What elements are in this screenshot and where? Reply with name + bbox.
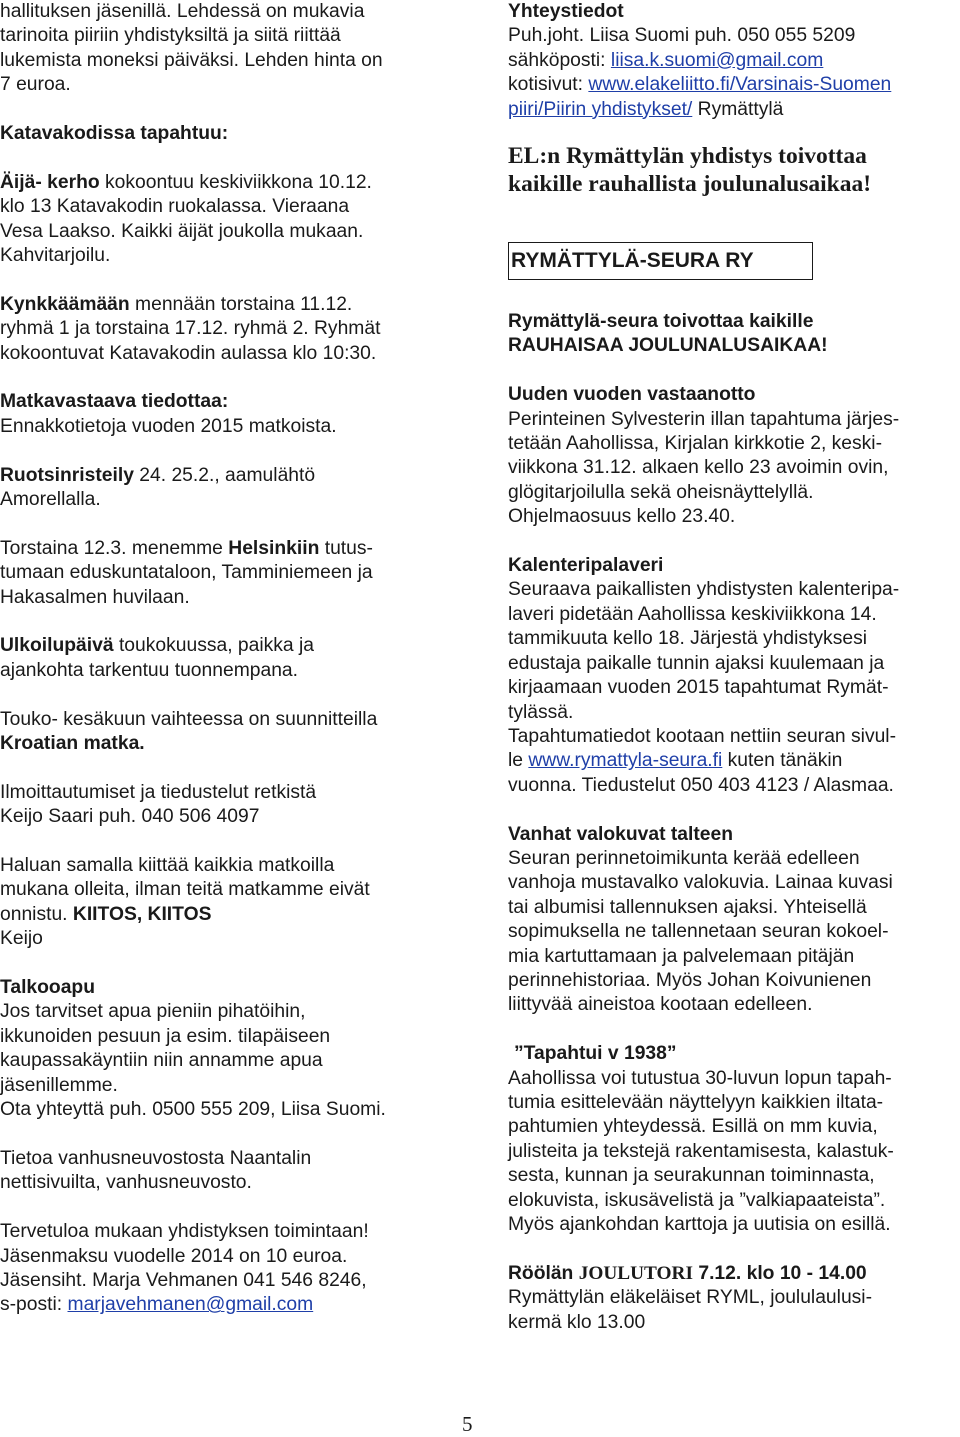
right-column — [508, 0, 958, 1335]
website-link-cont[interactable]: piiri/Piirin yhdistykset/ — [508, 98, 693, 120]
katavakoti-heading: Katavakodissa tapahtuu: — [0, 123, 229, 145]
photos-paragraph — [508, 823, 958, 1018]
kroatia-paragraph — [0, 708, 470, 757]
text-line: Ota yhteyttä puh. 0500 555 209, Liisa Suomi. — [0, 1099, 386, 1121]
text-line: mia kartuttamaan ja palvelemaan pitäjän — [508, 945, 855, 967]
kynkkaamaan-title: Kynkkäämään — [0, 293, 130, 315]
text-run: Röölän — [508, 1262, 579, 1284]
text-line: laveri pidetään Aahollissa keskiviikkona 14. — [508, 603, 877, 625]
text-run: 7.12. klo 10 - 14.00 — [693, 1262, 867, 1284]
signature-text: Keijo — [0, 928, 43, 950]
text-line: Seuraava paikallisten yhdistysten kalenteripa- — [508, 579, 900, 601]
text-line: Hakasalmen huvilaan. — [0, 586, 190, 608]
text-line: Haluan samalla kiittää kaikkia matkoilla — [0, 855, 335, 877]
text-line: nettisivuilta, vanhusneuvosto. — [0, 1172, 252, 1194]
text-line: vuonna. Tiedustelut 050 403 4123 / Alasmaa. — [508, 774, 894, 796]
text-line: ajankohta tarkentuu tuonnempana. — [0, 659, 299, 681]
contact-heading: Yhteystiedot — [508, 1, 624, 22]
aijakerho-title: Äijä- kerho — [0, 171, 100, 193]
text-line: kirjaamaan vuoden 2015 tapahtumat Rymät- — [508, 677, 889, 699]
text-line: edustaja paikalle tunnin ajaksi kuulemaan ja — [508, 652, 885, 674]
website-link[interactable]: www.elakeliitto.fi/Varsinais-Suomen — [588, 74, 892, 96]
text-line: elokuvista, iskusävelistä ja ”valkiapaateista”. — [508, 1189, 886, 1211]
text-line: Ohjelmaosuus kello 23.40. — [508, 506, 736, 528]
text-run: kokoontuu keskiviikkona 10.12. — [99, 171, 372, 193]
seura-title-box: RYMÄTTYLÄ-SEURA RY — [508, 242, 813, 280]
text-line: ryhmä 1 ja torstaina 17.12. ryhmä 2. Ryhmät — [0, 318, 381, 340]
text-line: Jäsenmaksu vuodelle 2014 on 10 euroa. — [0, 1245, 348, 1267]
text-line: julisteita ja tekstejä rakentamisesta, kalastuk- — [508, 1140, 894, 1162]
text-line: hallituksen jäsenillä. Lehdessä on mukavia — [0, 1, 365, 22]
talkooapu-paragraph — [0, 976, 470, 1122]
text-run: 24. 25.2., aamulähtö — [133, 464, 316, 486]
text-line: tetään Aahollissa, Kirjalan kirkkotie 2, keski- — [508, 433, 883, 455]
joulutori-bold: JOULUTORI — [578, 1262, 693, 1284]
text-run: toukokuussa, paikka ja — [113, 635, 315, 657]
left-column — [0, 0, 470, 1318]
text-line: Rymättylä-seura toivottaa kaikille — [508, 311, 814, 333]
text-line: Myös ajankohdan karttoja ja uutisia on esillä. — [508, 1214, 891, 1235]
kiitos-bold: KIITOS, KIITOS — [72, 903, 212, 925]
text-line: Ennakkotietoja vuoden 2015 matkoista. — [0, 415, 337, 437]
aijakerho-paragraph — [0, 171, 470, 269]
email-link[interactable]: liisa.k.suomi@gmail.com — [610, 49, 824, 71]
text-line: RAUHAISAA JOULUNALUSAIKAA! — [508, 335, 828, 357]
exhibition-heading: ”Tapahtui v 1938” — [514, 1043, 677, 1065]
text-line: Perinteinen Sylvesterin illan tapahtuma järjes- — [508, 408, 900, 430]
text-run: s-posti: — [0, 1294, 68, 1316]
text-run: onnistu. — [0, 903, 73, 925]
page-number: 5 — [462, 1412, 473, 1436]
helsinki-paragraph — [0, 537, 470, 610]
calendar-paragraph — [508, 554, 958, 798]
ilmoittautumiset-paragraph — [0, 781, 470, 830]
text-line: viikkona 31.12. alkaen kello 23 avoimin ovin, — [508, 457, 889, 479]
text-line: ikkunoiden pesuun ja esim. tilapäiseen — [0, 1025, 331, 1047]
kroatia-bold: Kroatian matka. — [0, 733, 145, 755]
ruotsinristeily-paragraph — [0, 464, 470, 513]
text-line: Tapahtumatiedot kootaan nettiin seuran sivul- — [508, 725, 897, 747]
text-line: lukemista moneksi päiväksi. Lehden hinta on — [0, 49, 383, 71]
text-line: sesta, kunnan ja seurakunnan toiminnasta, — [508, 1165, 875, 1187]
vanhusneuvosto-paragraph — [0, 1147, 470, 1196]
christmas-greeting — [508, 142, 958, 198]
text-line: perinnehistoriaa. Myös Johan Koivunienen — [508, 969, 872, 991]
text-line: tylässä. — [508, 701, 574, 723]
text-line: vanhoja mustavalko valokuvia. Lainaa kuvasi — [508, 872, 893, 894]
text-line: kaikille rauhallista joulunalusaikaa! — [508, 171, 872, 198]
text-run: Torstaina 12.3. menemme — [0, 537, 229, 559]
text-line: klo 13 Katavakodin ruokalassa. Vieraana — [0, 196, 350, 218]
text-run: kuten tänäkin — [722, 750, 843, 772]
seura-greeting — [508, 310, 958, 359]
text-line: tumia esittelevään näyttelyyn kaikkien iltata- — [508, 1091, 884, 1113]
text-line: mukana olleita, ilman teitä matkamme eivät — [0, 879, 370, 901]
kynkkaamaan-paragraph — [0, 293, 470, 366]
text-line: liittyvää aineistoa kootaan edelleen. — [508, 994, 813, 1016]
text-line: tai albumisi tallennuksen ajaksi. Yhteisellä — [508, 896, 867, 918]
text-run: sähköposti: — [508, 49, 611, 71]
tervetuloa-paragraph — [0, 1220, 470, 1318]
text-line: sopimuksella ne tallennetaan seuran kokoel- — [508, 921, 889, 943]
text-line: 7 euroa. — [0, 74, 71, 96]
text-run: kotisivut: — [508, 74, 589, 96]
text-line: Jos tarvitset apua pieniin pihatöihin, — [0, 1001, 306, 1023]
text-line: Touko- kesäkuun vaihteessa on suunnitteilla — [0, 708, 378, 730]
text-line: kermä klo 13.00 — [508, 1311, 646, 1333]
text-run: mennään torstaina 11.12. — [129, 293, 353, 315]
ulkoilupaiva-title: Ulkoilupäivä — [0, 635, 114, 657]
email-link[interactable]: marjavehmanen@gmail.com — [67, 1294, 314, 1316]
seura-website-link[interactable]: www.rymattyla-seura.fi — [528, 750, 723, 772]
talkooapu-heading: Talkooapu — [0, 977, 95, 999]
text-line: tarinoita piiriin yhdistyksiltä ja siitä riittää — [0, 25, 341, 47]
text-line: kokoontuvat Katavakodin aulassa klo 10:30. — [0, 342, 377, 364]
text-line: tammikuuta kello 18. Järjestä yhdistyksesi — [508, 628, 867, 650]
text-line: Vesa Laakso. Kaikki äijät joukolla mukaan. — [0, 220, 364, 242]
text-line: glögitarjoilulla sekä oheisnäyttelyllä. — [508, 481, 814, 503]
text-run: tutus- — [319, 537, 373, 559]
ulkoilupaiva-paragraph — [0, 634, 470, 683]
text-line: Aahollissa voi tutustua 30-luvun lopun tapah- — [508, 1067, 892, 1089]
text-line: Tervetuloa mukaan yhdistyksen toimintaan! — [0, 1221, 369, 1243]
ruotsinristeily-title: Ruotsinristeily — [0, 464, 134, 486]
new-year-heading: Uuden vuoden vastaanotto — [508, 384, 756, 406]
christmas-market-paragraph — [508, 1262, 958, 1335]
text-line: Rymättylän eläkeläiset RYML, joululaulusi- — [508, 1287, 873, 1309]
contact-paragraph — [508, 0, 958, 122]
kiitos-paragraph — [0, 854, 470, 952]
matkavastaava-heading: Matkavastaava tiedottaa: — [0, 391, 229, 413]
text-line: tumaan eduskuntataloon, Tamminiemeen ja — [0, 562, 373, 584]
text-run: le — [508, 750, 529, 772]
text-line: Tietoa vanhusneuvostosta Naantalin — [0, 1147, 312, 1169]
text-line: Amorellalla. — [0, 489, 101, 511]
text-line: Seuran perinnetoimikunta kerää edelleen — [508, 847, 860, 869]
text-line: kaupassakäyntiin niin annamme apua — [0, 1050, 323, 1072]
text-line: Kahvitarjoilu. — [0, 245, 111, 267]
intro-paragraph — [0, 0, 470, 98]
text-line: jäsenillemme. — [0, 1074, 118, 1096]
new-year-paragraph — [508, 383, 958, 529]
text-line: pahtumien yhteydessä. Esillä on mm kuvia, — [508, 1116, 878, 1138]
text-line: EL:n Rymättylän yhdistys toivottaa — [508, 143, 867, 170]
helsinki-bold: Helsinkiin — [228, 537, 320, 559]
text-line: Jäsensiht. Marja Vehmanen 041 546 8246, — [0, 1269, 367, 1291]
calendar-heading: Kalenteripalaveri — [508, 555, 664, 577]
text-run: Rymättylä — [692, 98, 784, 120]
exhibition-paragraph — [508, 1042, 958, 1237]
photos-heading: Vanhat valokuvat talteen — [508, 823, 734, 845]
text-line: Keijo Saari puh. 040 506 4097 — [0, 806, 260, 828]
text-line: Ilmoittautumiset ja tiedustelut retkistä — [0, 781, 317, 803]
text-line: Puh.joht. Liisa Suomi puh. 050 055 5209 — [508, 25, 856, 47]
